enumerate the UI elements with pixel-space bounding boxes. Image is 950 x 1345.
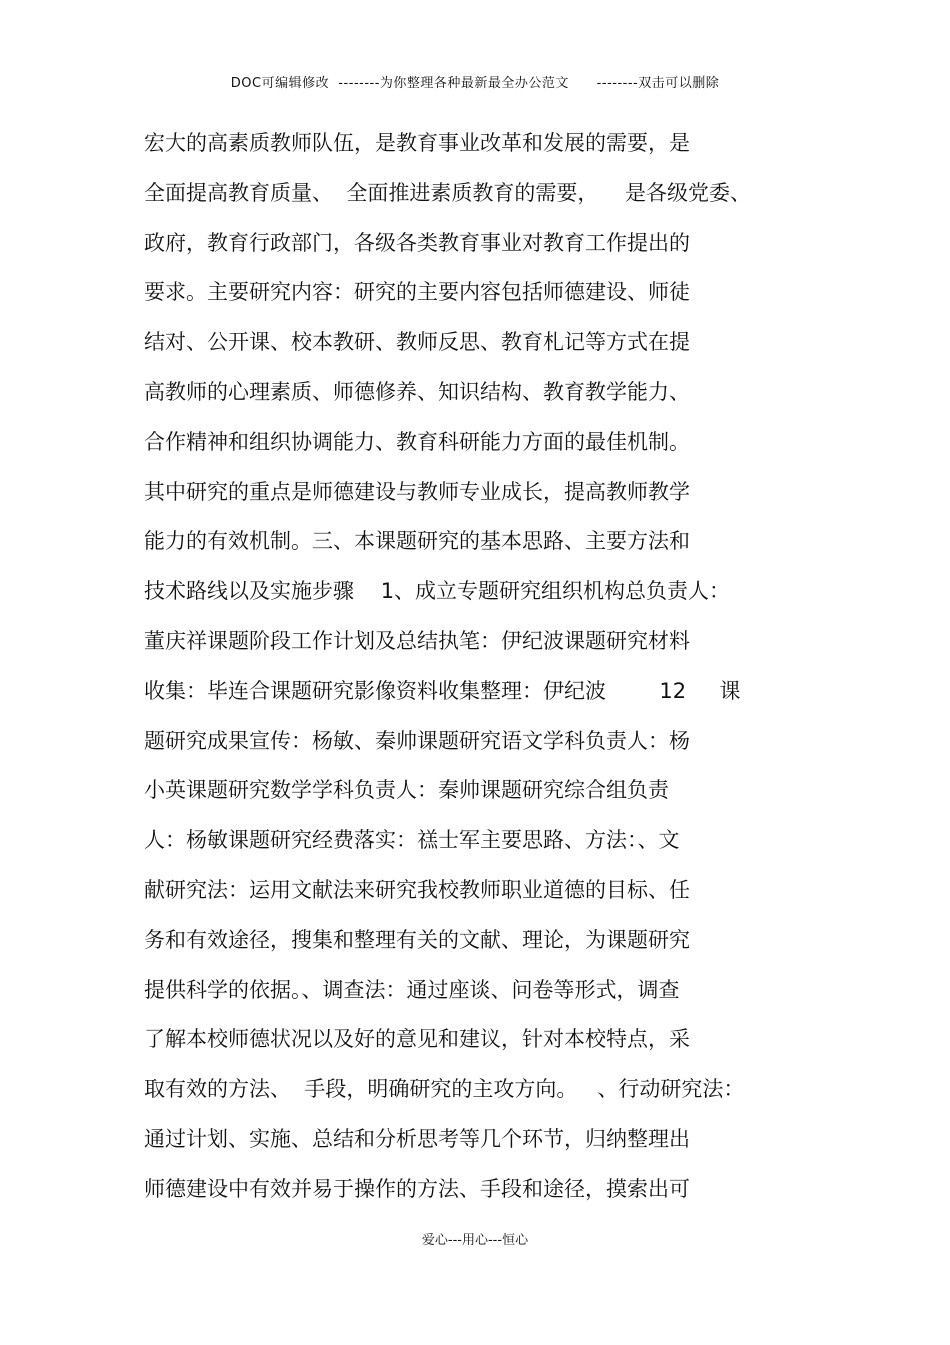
body-text (144, 123, 844, 1219)
text-line: 政府，教育行政部门，各级各类教育事业对教育工作提出的 (144, 230, 690, 255)
text-line: 宏大的高素质教师队伍，是教育事业改革和发展的需要，是 (144, 131, 690, 155)
text-line: 能力的有效机制。三、本课题研究的基本思路、主要方法和 (144, 529, 690, 554)
text-line: 师德建设中有效并易于操作的方法、手段和途径，摸索出可 (144, 1176, 690, 1201)
text-line: 董庆祥课题阶段工作计划及总结执笔：伊纪波课题研究材料 (144, 628, 690, 653)
text-line: 要求。主要研究内容：研究的主要内容包括师德建设、师徒 (144, 280, 690, 305)
text-line: 高教师的心理素质、师德修养、知识结构、教育教学能力、 (144, 379, 690, 404)
text-line: 取有效的方法、 手段，明确研究的主攻方向。 、行动研究法： (144, 1077, 745, 1102)
page-header: DOC可编辑修改 --------为你整理各种最新最全办公范文 --------双击可以删除 (230, 76, 720, 91)
text-line: 提供科学的依据。、调查法：通过座谈、问卷等形式，调查 (144, 977, 680, 1002)
text-line: 其中研究的重点是师德建设与教师专业成长，提高教师教学 (144, 479, 690, 504)
text-line: 献研究法：运用文献法来研究我校教师职业道德的目标、任 (144, 877, 690, 902)
text-line: 结对、公开课、校本教研、教师反思、教育札记等方式在提 (144, 330, 690, 355)
text-line: 通过计划、实施、总结和分析思考等几个环节，归纳整理出 (144, 1126, 690, 1151)
text-line: 技术路线以及实施步骤 1、成立专题研究组织机构总负责人： (144, 579, 731, 604)
text-line: 了解本校师德状况以及好的意见和建议，针对本校特点，采 (144, 1027, 690, 1052)
text-line: 务和有效途径，搜集和整理有关的文献、理论，为课题研究 (144, 927, 690, 952)
text-line: 人：杨敏课题研究经费落实：禚士军主要思路、方法：、文 (144, 828, 680, 853)
text-line: 合作精神和组织协调能力、教育科研能力方面的最佳机制。 (144, 429, 690, 454)
text-line: 收集：毕连合课题研究影像资料收集整理：伊纪波 12 课 (144, 678, 741, 703)
text-line: 全面提高教育质量、 全面推进素质教育的需要， 是各级党委、 (144, 180, 752, 205)
text-line: 小英课题研究数学学科负责人：秦帅课题研究综合组负责 (144, 778, 669, 803)
text-line: 题研究成果宣传：杨敏、秦帅课题研究语文学科负责人：杨 (144, 728, 690, 753)
page-footer: 爱心---用心---恒心 (421, 1233, 529, 1248)
